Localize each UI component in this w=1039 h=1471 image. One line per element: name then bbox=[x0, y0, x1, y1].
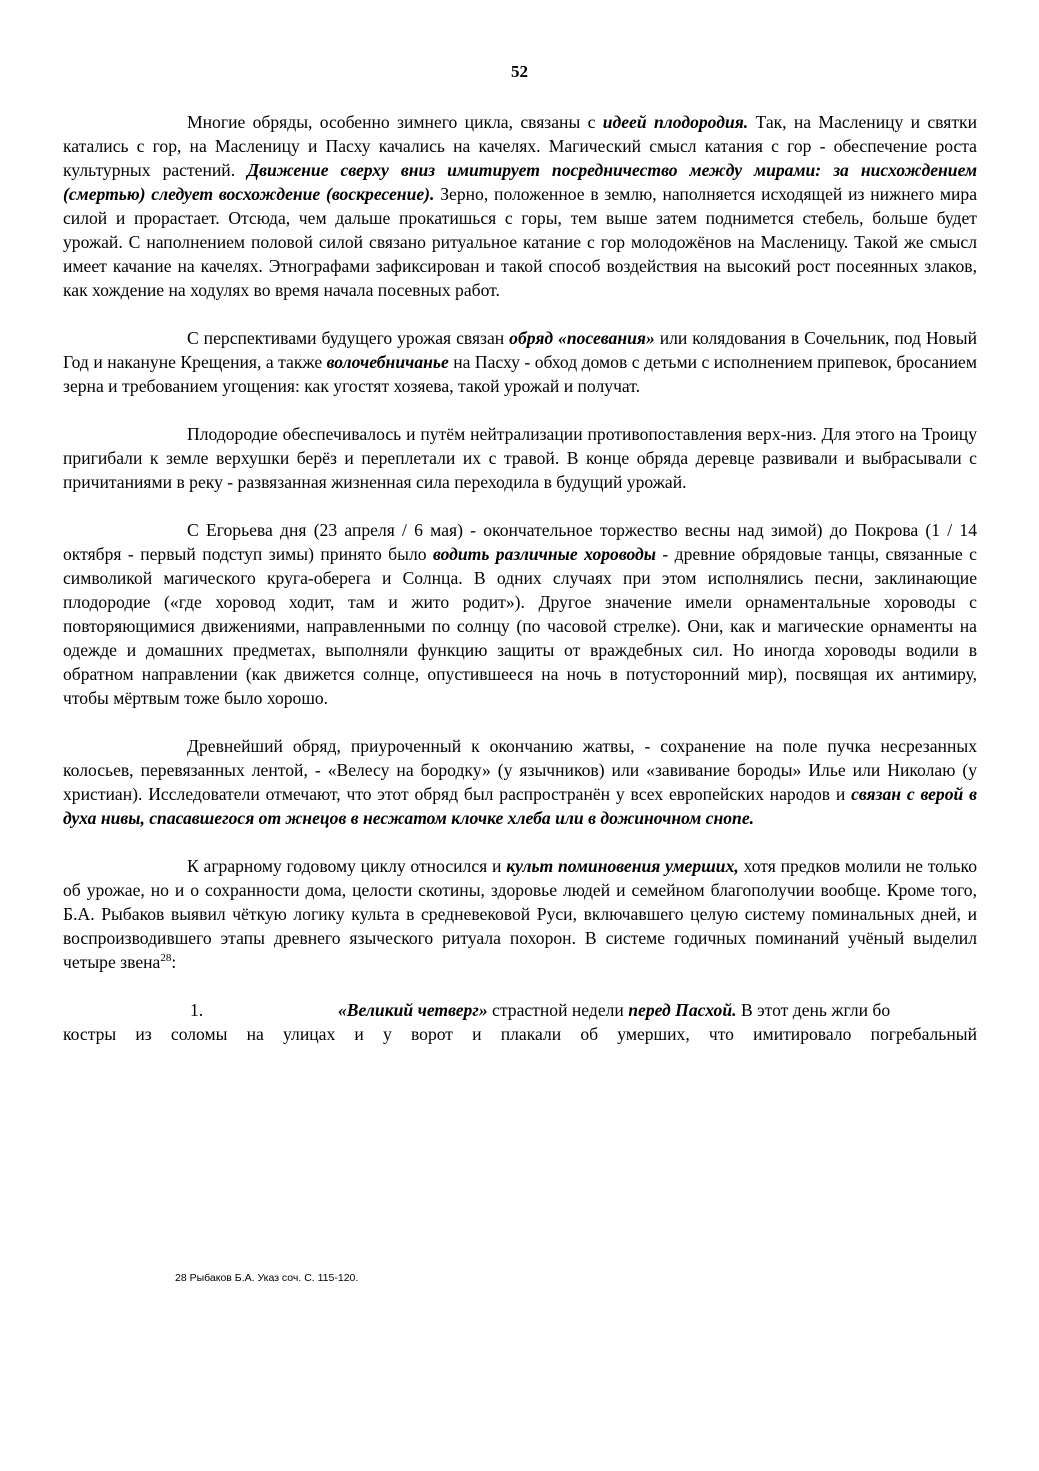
text-run: на Пасху - обход домов с детьми с исполнением припевок, бросанием зерна и требованием угощения: как угостят хозяева, такой урожай и получат. bbox=[63, 352, 977, 396]
emphasis-text: идеей плодородия. bbox=[602, 112, 749, 132]
text-run: Так, на Масленицу и святки катались с гор, на Масленицу и Пасху качались на качелях. Магический смысл катания с гор - обеспечение роста культурных растений. bbox=[63, 112, 977, 180]
footnote-reference[interactable]: 28 bbox=[160, 952, 172, 965]
text-run: страстной недели bbox=[487, 1000, 629, 1020]
paragraph-4 bbox=[63, 518, 977, 710]
text-run: С Егорьева дня (23 апреля / 6 мая) - окончательное торжество весны над зимой) до Покрова (1 / 14 октября - первый подступ зимы) принято было bbox=[63, 520, 977, 564]
paragraph-5 bbox=[63, 734, 977, 830]
text-run: : bbox=[171, 952, 177, 972]
list-item-line bbox=[63, 998, 977, 1022]
emphasis-text: перед Пасхой. bbox=[628, 1000, 737, 1020]
text-run: - древние обрядовые танцы, связанные с символикой магического круга-оберега и Солнца. В одних случаях при этом исполнялись песни, заклинающие плодородие («где хоровод ходит, там и жито родит»). Другое значение имели орнаментальные хороводы с повторяющимися движениями, направленными по солнцу (по часовой стрелке). Они, как и магические орнаменты на одежде и домашних предметах, выполняли функцию защиты от враждебных сил. Но иногда хороводы водили в обратном направлении (как движется солнце, опустившееся на ночь в потусторонний мир), посвящая их антимиру, чтобы мёртвым тоже было хорошо. bbox=[63, 544, 977, 708]
emphasis-text: водить различные хороводы bbox=[432, 544, 656, 564]
text-run: Плодородие обеспечивалось и путём нейтрализации противопоставления верх-низ. Для этого на Троицу пригибали к земле верхушки берёз и переплетали их с травой. В конце обряда деревце развивали и выбрасывали с причитаниями в реку - развязанная жизненная сила переходила в будущий урожай. bbox=[63, 424, 977, 492]
document-body bbox=[63, 110, 977, 1046]
text-run: Зерно, положенное в землю, наполняется исходящей из нижнего мира силой и прорастает. Отсюда, чем дальше прокатишься с горы, тем выше затем поднимется стебель, больше будет урожай. С наполнением половой силой связано ритуальное катание с гор молодожёнов на Масленицу. Такой же смысл имеет качание на качелях. Этнографами зафиксирован и такой способ воздействия на высокий рост посеянных злаков, как хождение на ходулях во время начала посевных работ. bbox=[63, 184, 977, 300]
footnote: 28 Рыбаков Б.А. Указ соч. С. 115-120. bbox=[175, 1272, 359, 1284]
emphasis-text: волочебничанье bbox=[326, 352, 449, 372]
emphasis-text: Движение сверху вниз имитирует посредничество между мирами: за нисхождением (смертью) следует восхождение (воскресение). bbox=[63, 160, 977, 204]
paragraph-1 bbox=[63, 110, 977, 302]
text-run: хотя предков молили не только об урожае, но и о сохранности дома, целости скотины, здоровье людей и семейном благополучии вообще. Кроме того, Б.А. Рыбаков выявил чёткую логику культа в средневековой Руси, включавшего целую систему поминальных дней, и воспроизводившего этапы древнего языческого ритуала похорон. В системе годичных поминаний учёный выделил четыре звена bbox=[63, 856, 977, 972]
list-item-number: 1. bbox=[190, 1000, 204, 1020]
text-run: или колядования в Сочельник, под Новый Год и накануне Крещения, а также bbox=[63, 328, 977, 372]
text-run: К аграрному годовому циклу относился и bbox=[187, 856, 507, 876]
paragraph-2 bbox=[63, 326, 977, 398]
page-number: 52 bbox=[511, 62, 528, 81]
emphasis-text: обряд «посевания» bbox=[509, 328, 655, 348]
paragraph-6 bbox=[63, 854, 977, 974]
emphasis-text: связан с верой в духа нивы, спасавшегося от жнецов в несжатом клочке хлеба или в дожиночном снопе. bbox=[63, 784, 977, 828]
text-run: Древнейший обряд, приуроченный к окончанию жатвы, - сохранение на поле пучка несрезанных колосьев, перевязанных лентой, - «Велесу на бородку» (у язычников) или «завивание бороды» Илье или Николаю (у христиан). Исследователи отмечают, что этот обряд был распространён у всех европейских народов и bbox=[63, 736, 977, 804]
text-run: В этот день жгли бо bbox=[736, 1000, 891, 1020]
paragraph-3 bbox=[63, 422, 977, 494]
list-item bbox=[63, 998, 977, 1046]
text-run: Многие обряды, особенно зимнего цикла, связаны с bbox=[187, 112, 603, 132]
text-run: С перспективами будущего урожая связан bbox=[187, 328, 510, 348]
list-item-line: костры из соломы на улицах и у ворот и плакали об умерших, что имитировало погребальный bbox=[63, 1024, 977, 1044]
emphasis-text: культ поминовения умерших, bbox=[506, 856, 739, 876]
emphasis-text: «Великий четверг» bbox=[338, 1000, 488, 1020]
